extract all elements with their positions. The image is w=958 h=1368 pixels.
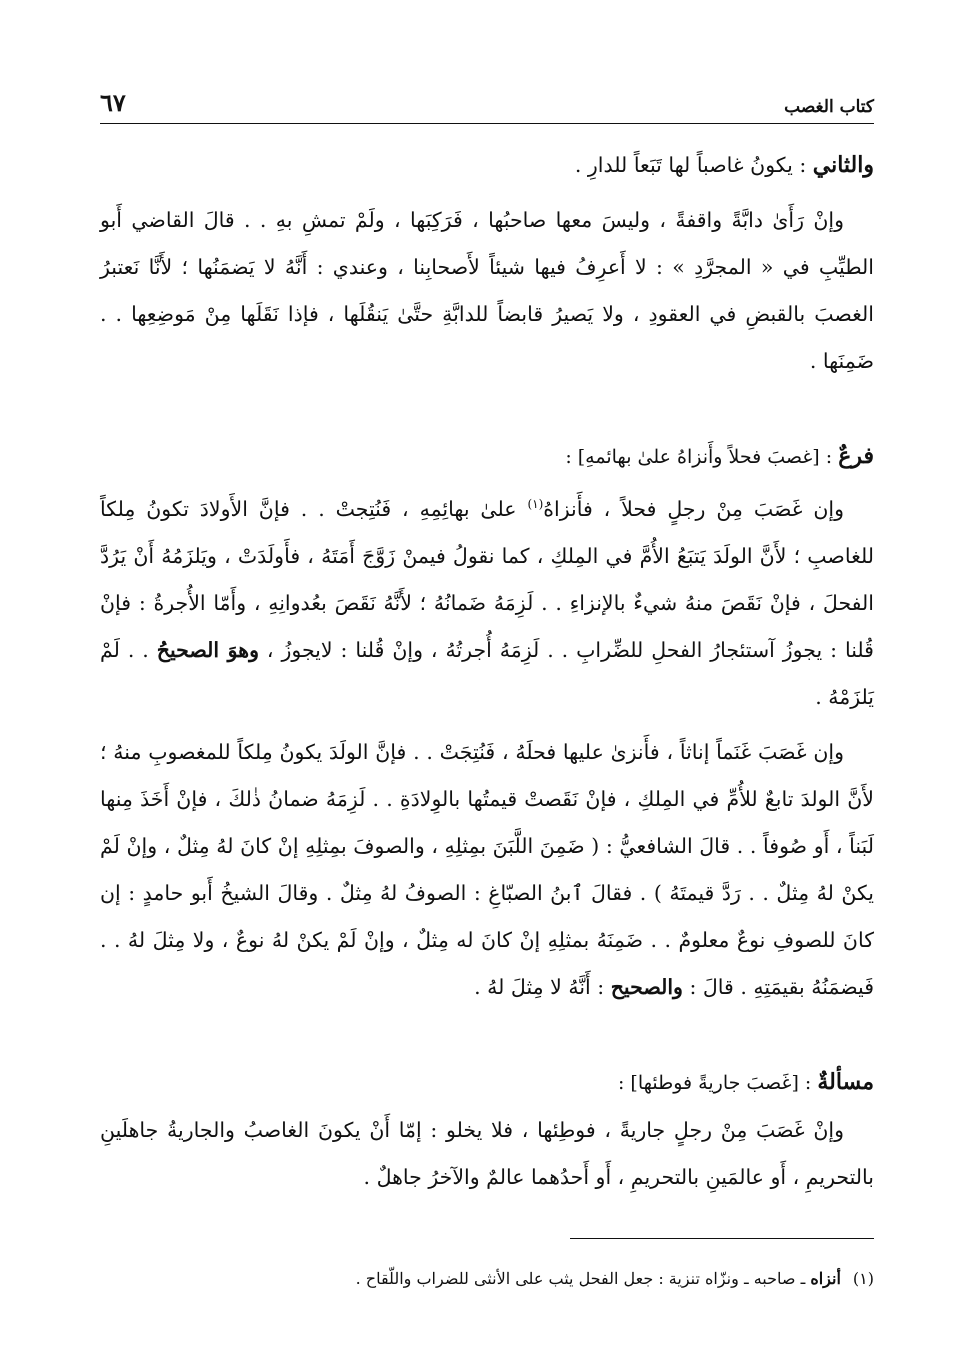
- lead-word-masala: مسألةٌ: [817, 1068, 874, 1095]
- footnote-divider: [570, 1238, 874, 1239]
- section-heading-masala: [100, 1059, 874, 1107]
- paragraph-text: . . لَمْ يَلزَمْهُ .: [100, 637, 874, 709]
- running-title: كتاب الغصب: [784, 97, 874, 117]
- lead-word-far: فرعٌ: [838, 443, 874, 469]
- emphasis-correct: وهوَ الصحيحُ: [156, 637, 259, 662]
- paragraph-text: : أَنَّهُ لا مِثلَ لهُ .: [474, 974, 611, 999]
- paragraph-text: علىٰ بهائِمِهِ ، فَنُتِجتْ . . فإنَّ الأَولادَ تكونُ مِلكاً للغاصبِ ؛ لأَنَّ الولَدَ يَتبَعُ الأُمَّ في المِلكِ ، كما نقولُ فيمنْ زَوَّجَ أَمَتَهُ ، فأَولَدَتْ ، ويَلزَمُهُ أَنْ يَرُدَّ الفحلَ ، فإنْ نَقَصَ منهُ شيءٌ بالإنزاءِ . . لَزِمَهُ ضَمانُهُ ؛ لأَنَّهُ نَقَصَ بعُدوانِهِ ، وأَمّا الأُجرةُ : فإنْ قُلنا : يجوزُ آستئجارُ الفحلِ للضِّرابِ . . لَزِمَهُ أُجرتُهُ ، وإنْ قُلنا : لايجوزُ ،: [100, 496, 874, 662]
- lead-word-second: والثاني: [812, 152, 874, 178]
- page-number: ٦٧: [100, 88, 126, 117]
- paragraph-text: وإن غَصَبَ مِنْ رجلٍ فحلاً ، فأَنزاهُ: [543, 496, 844, 521]
- paragraph-text: وإن غَصَبَ غَنَماً إناثاً ، فأَنزىٰ عليها فحلَهُ ، فَنُتِجَتْ . . فإنَّ الولَدَ يكونُ مِلكاً للمغصوبِ منهُ ؛ لأَنَّ الولدَ تابعٌ للأُمِّ في المِلكِ ، فإنْ نَقَصتْ قيمتُها بالوِلادَةِ . . لَزِمَهُ ضمانُ ذٰلكَ ، فإنْ أَخَذَ مِنها لَبَناً ، أَو صُوفاً . . قالَ الشافعيُّ : ( ضَمِنَ اللَّبَنَ بمِثلِهِ ، والصوفَ بمِثلِهِ إنْ كانَ لهُ مِثلٌ ، وإنْ لَمْ يكنْ لهُ مِثلٌ . . رَدَّ قيمتَهُ ) . فقالَ ٱبنُ الصبّاغِ : الصوفُ لهُ مِثلٌ . وقالَ الشيخُ أَبو حامدٍ : إن كانَ للصوفِ نوعٌ معلومٌ . . ضَمِنَهُ بمثلِهِ إنْ كانَ له مِثلٌ ، وإنْ لَمْ يكنْ لهُ نوعٌ ، ولا مِثلَ لهُ . . فَيضمَنُهُ بقيمَتِهِ . قالَ :: [100, 739, 874, 999]
- footnote: [100, 1266, 874, 1292]
- paragraph-slave-girl: [100, 1107, 874, 1201]
- section-subtitle: : [غصبَ فحلاً وأَنزاهُ علىٰ بهائمهِ] :: [565, 446, 839, 468]
- footnote-text: ـ صاحبه ـ ونزّاه تنزية : جعل الفحل يثب على الأنثى للضراب واللّقاح .: [355, 1269, 811, 1288]
- emphasis-correct: والصحيح: [610, 974, 683, 999]
- section-heading-far: [100, 433, 874, 481]
- paragraph-text: : يكونُ غاصباً لها تَبَعاً للدارِ .: [574, 153, 813, 177]
- paragraph-stallion: [100, 481, 874, 721]
- paragraph-sheep: [100, 729, 874, 1011]
- footnote-number: (١): [852, 1269, 874, 1288]
- footnote-term: أنزاه: [810, 1269, 841, 1288]
- paragraph-second-case: [100, 142, 874, 189]
- footnote-marker[interactable]: (١): [527, 497, 544, 511]
- paragraph-text: وإنْ غَصَبَ مِنْ رجلٍ جاريةً ، فوطِئها ، فلا يخلو : إمّا أَنْ يكونَ الغاصبُ والجاريةُ جاهلَينِ بالتحريمِ ، أَو عالمَينِ بالتحريمِ ، أَو أَحدُهما عالمٌ والآخرُ جاهلٌ .: [100, 1117, 874, 1189]
- paragraph-text: وإنْ رَأَىٰ دابَّةً واقفةً ، وليسَ معها صاحبُها ، فَرَكِبَها ، ولَمْ تمشِ بهِ . . قالَ القاضي أَبو الطيِّبِ في « المجرَّدِ » : لا أَعرِفُ فيها شيئاً لأَصحابِنا ، وعندي : أَنَّهُ لا يَضمَنُها ؛ لأَنَّا نَعتبرُ الغصبَ بالقبضِ في العقودِ ، ولا يَصيرُ قابضاً للدابَّةِ حتَّىٰ يَنقُلَها ، فإذا نَقَلَها مِنْ مَوضِعِها . . ضَمِنَها .: [100, 208, 874, 373]
- paragraph-riding-animal: [100, 197, 874, 385]
- running-header: [100, 80, 874, 124]
- body-text: [100, 142, 874, 1201]
- section-subtitle: : [غَصبَ جاريةً فوطئها] :: [617, 1071, 818, 1094]
